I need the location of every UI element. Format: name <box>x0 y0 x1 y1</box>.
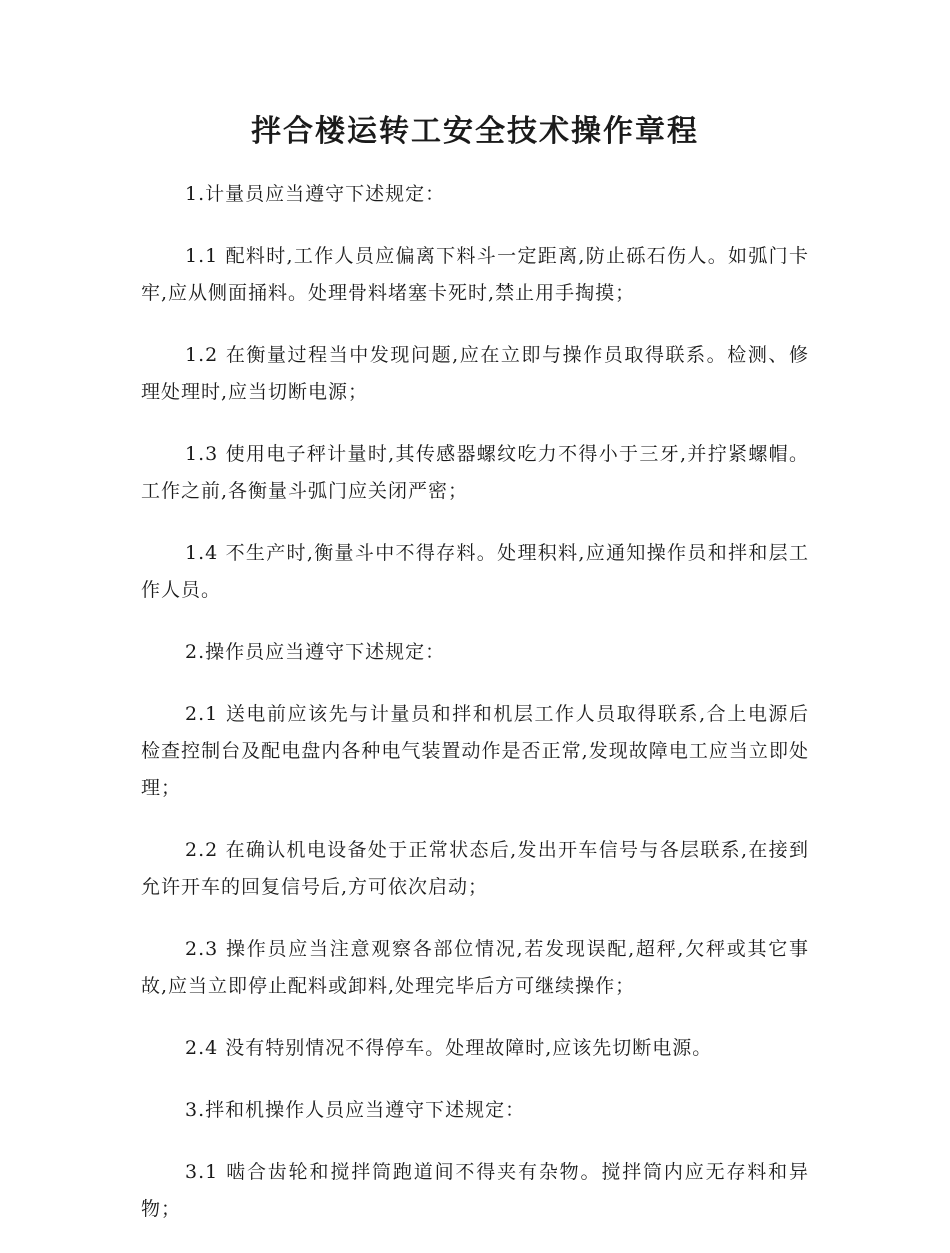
document-page <box>141 108 809 1253</box>
paragraph-3-1: 3.1 啮合齿轮和搅拌筒跑道间不得夹有杂物。搅拌筒内应无存料和异物； <box>141 1161 809 1220</box>
paragraph-section-3: 3.拌和机操作人员应当遵守下述规定： <box>185 1099 526 1121</box>
paragraph-2-1: 2.1 送电前应该先与计量员和拌和机层工作人员取得联系,合上电源后检查控制台及配电盘内各种电气装置动作是否正常,发现故障电工应当立即处理； <box>141 703 809 799</box>
paragraph-section-1: 1.计量员应当遵守下述规定： <box>185 183 446 205</box>
paragraph-2-2: 2.2 在确认机电设备处于正常状态后,发出开车信号与各层联系,在接到允许开车的回复信号后,方可依次启动； <box>141 839 809 898</box>
paragraph-2-4: 2.4 没有特别情况不得停车。处理故障时,应该先切断电源。 <box>185 1037 713 1059</box>
paragraph-1-2: 1.2 在衡量过程当中发现问题,应在立即与操作员取得联系。检测、修理处理时,应当切断电源； <box>141 344 809 403</box>
paragraph-section-2: 2.操作员应当遵守下述规定： <box>185 641 446 663</box>
paragraph-2-3: 2.3 操作员应当注意观察各部位情况,若发现误配,超秤,欠秤或其它事故,应当立即停止配料或卸料,处理完毕后方可继续操作； <box>141 938 809 997</box>
paragraph-1-3: 1.3 使用电子秤计量时,其传感器螺纹吃力不得小于三牙,并拧紧螺帽。工作之前,各衡量斗弧门应关闭严密； <box>141 443 809 502</box>
document-title: 拌合楼运转工安全技术操作章程 <box>251 114 699 149</box>
paragraph-1-1: 1.1 配料时,工作人员应偏离下料斗一定距离,防止砾石伤人。如弧门卡牢,应从侧面捅料。处理骨料堵塞卡死时,禁止用手掏摸； <box>141 245 809 304</box>
paragraph-1-4: 1.4 不生产时,衡量斗中不得存料。处理积料,应通知操作员和拌和层工作人员。 <box>141 542 809 601</box>
